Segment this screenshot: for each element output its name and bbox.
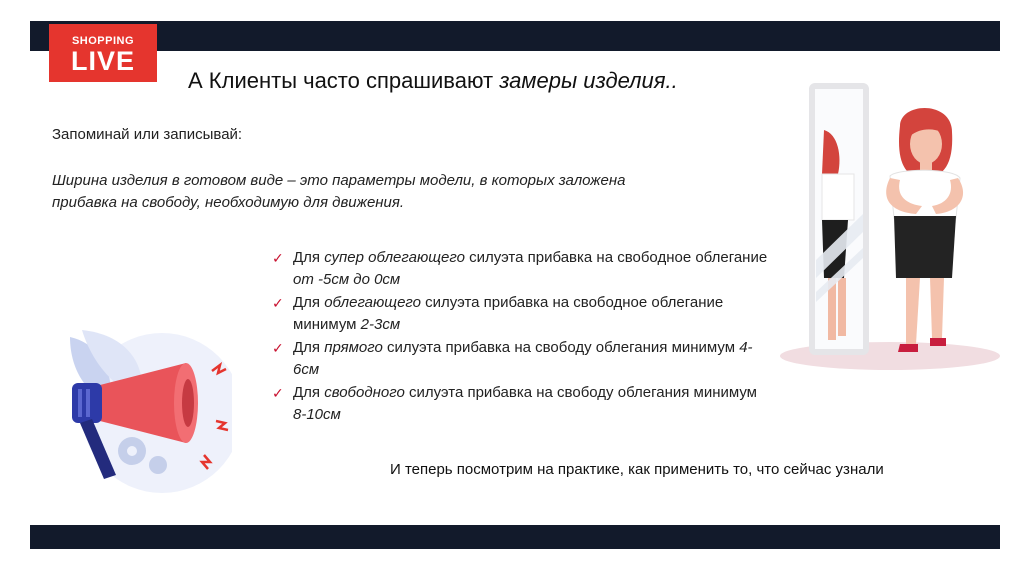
logo-line2: LIVE: [70, 46, 135, 76]
item-text: Для: [293, 249, 325, 266]
logo-line1: SHOPPING: [71, 35, 135, 47]
list-item: [272, 382, 772, 426]
item-emphasis: свободного: [324, 384, 405, 401]
item-text: Для: [293, 384, 325, 401]
item-value: 4-6см: [293, 339, 753, 378]
footer-text: И теперь посмотрим на практике, как применить то, что сейчас узнали: [390, 461, 884, 478]
definition-text: Ширина изделия в готовом виде – это параметры модели, в которых заложена прибавка на свободу, необходимую для движения.: [52, 172, 626, 211]
checkmark-icon: ✓: [272, 385, 284, 401]
list-item: [272, 337, 772, 381]
list-item: [272, 247, 772, 291]
item-text: силуэта прибавка на свободу облегания минимум: [404, 384, 757, 401]
item-text: Для: [293, 339, 325, 356]
slide-title: [188, 68, 678, 94]
item-emphasis: прямого: [324, 339, 383, 356]
leg: [906, 278, 920, 344]
subtitle: Запоминай или записывай:: [52, 126, 243, 143]
megaphone-illustration: [52, 325, 232, 495]
item-value: 8-10см: [293, 406, 341, 423]
list-item: [272, 292, 772, 336]
top-bar: [30, 21, 1000, 51]
bottom-bar: [30, 525, 1000, 549]
item-emphasis: супер облегающего: [324, 249, 465, 266]
skirt: [894, 216, 956, 278]
allowance-list: [272, 247, 772, 427]
item-text: силуэта прибавка на свободное облегание минимум: [293, 294, 724, 333]
leg: [930, 278, 944, 338]
item-text: силуэта прибавка на свободное облегание: [464, 249, 768, 266]
woman-mirror-illustration: [776, 82, 1002, 378]
item-text: силуэта прибавка на свободу облегания минимум: [382, 339, 740, 356]
shopping-live-logo: [49, 24, 157, 82]
item-emphasis: облегающего: [324, 294, 421, 311]
item-value: 2-3см: [360, 316, 401, 333]
title-plain: А Клиенты часто спрашивают: [188, 68, 500, 93]
title-italic: замеры изделия..: [499, 68, 678, 93]
item-text: Для: [293, 294, 325, 311]
woman-figure: [886, 108, 963, 352]
item-value: от -5см до 0см: [293, 271, 401, 288]
checkmark-icon: ✓: [272, 340, 284, 356]
checkmark-icon: ✓: [272, 295, 284, 311]
checkmark-icon: ✓: [272, 250, 284, 266]
shoe: [930, 338, 946, 346]
shoe: [898, 344, 918, 352]
